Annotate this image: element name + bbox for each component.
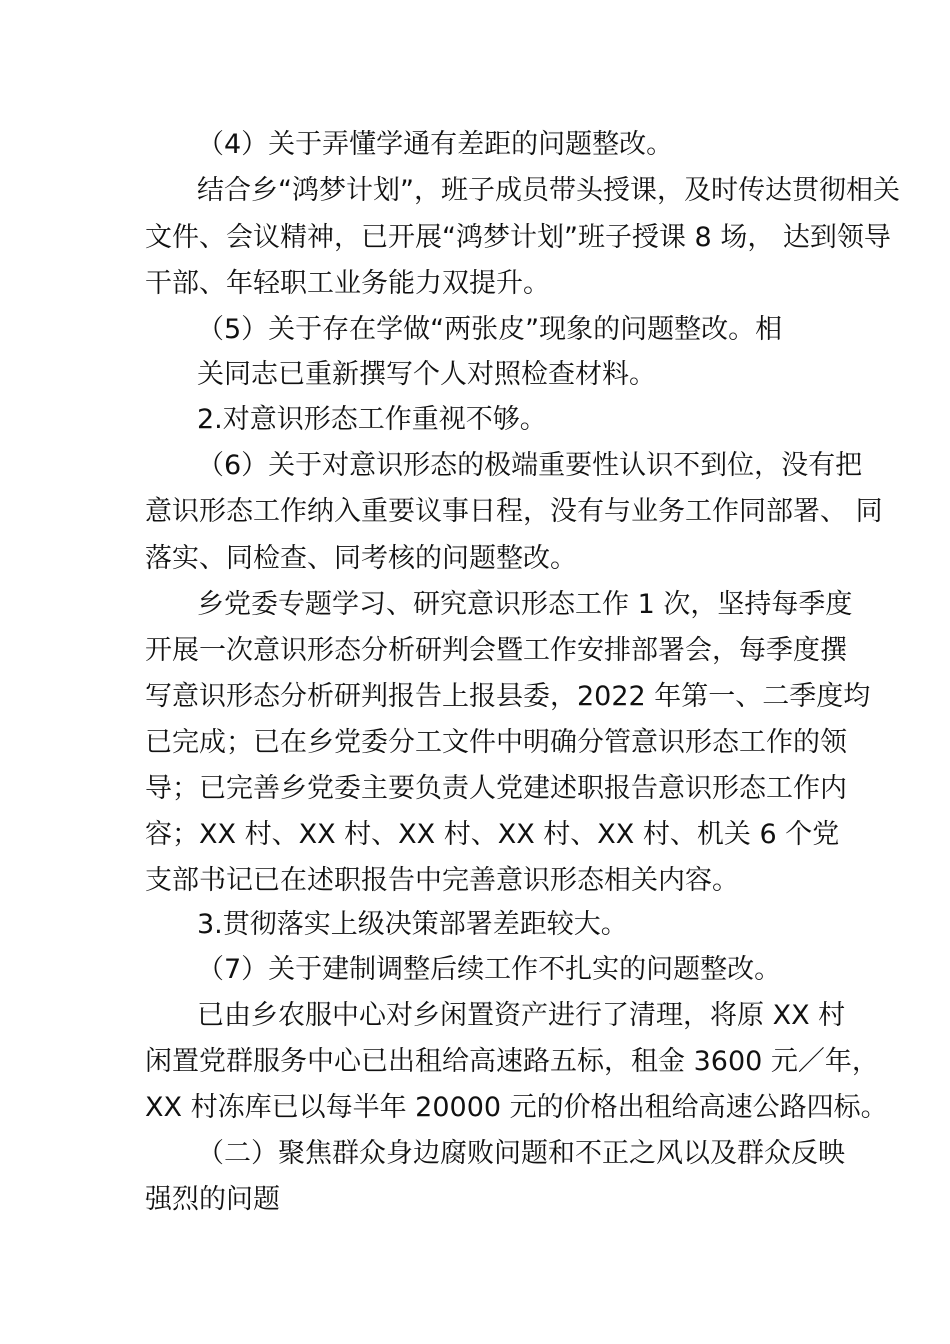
text-line: （7）关于建制调整后续工作不扎实的问题整改。 <box>197 954 782 985</box>
text-line: 关同志已重新撰写个人对照检查材料。 <box>197 359 656 390</box>
text-line: （6）关于对意识形态的极端重要性认识不到位，没有把 <box>197 450 863 481</box>
text-line: 容；XX 村、XX 村、XX 村、XX 村、XX 村、机关 6 个党 <box>145 819 840 850</box>
text-line: 写意识形态分析研判报告上报县委，2022 年第一、二季度均 <box>145 681 871 712</box>
text-line: 导；已完善乡党委主要负责人党建述职报告意识形态工作内 <box>145 773 847 804</box>
text-line: 开展一次意识形态分析研判会暨工作安排部署会，每季度撰 <box>145 635 847 666</box>
text-line: 意识形态工作纳入重要议事日程，没有与业务工作同部署、 同 <box>145 496 883 527</box>
section-heading: （二）聚焦群众身边腐败问题和不正之风以及群众反映 <box>197 1138 845 1169</box>
text-line: （5）关于存在学做“两张皮”现象的问题整改。相 <box>197 314 783 345</box>
text-line: 乡党委专题学习、研究意识形态工作 1 次，坚持每季度 <box>197 589 853 620</box>
text-line: （4）关于弄懂学通有差距的问题整改。 <box>197 129 674 160</box>
section-heading: 2.对意识形态工作重视不够。 <box>197 404 547 435</box>
text-line: 落实、同检查、同考核的问题整改。 <box>145 543 577 574</box>
text-line: 支部书记已在述职报告中完善意识形态相关内容。 <box>145 865 739 896</box>
text-line: XX 村冻库已以每半年 20000 元的价格出租给高速公路四标。 <box>145 1092 888 1123</box>
text-line: 结合乡“鸿梦计划”，班子成员带头授课，及时传达贯彻相关 <box>197 175 900 206</box>
text-line: 文件、会议精神，已开展“鸿梦计划”班子授课 8 场， 达到领导 <box>145 222 891 253</box>
text-line: 已由乡农服中心对乡闲置资产进行了清理，将原 XX 村 <box>197 1000 846 1031</box>
text-line: 强烈的问题 <box>145 1184 280 1215</box>
text-line: 干部、年轻职工业务能力双提升。 <box>145 268 550 299</box>
text-line: 已完成；已在乡党委分工文件中明确分管意识形态工作的领 <box>145 727 847 758</box>
text-line: 闲置党群服务中心已出租给高速路五标，租金 3600 元／年， <box>145 1046 879 1077</box>
section-heading: 3.贯彻落实上级决策部署差距较大。 <box>197 909 628 940</box>
